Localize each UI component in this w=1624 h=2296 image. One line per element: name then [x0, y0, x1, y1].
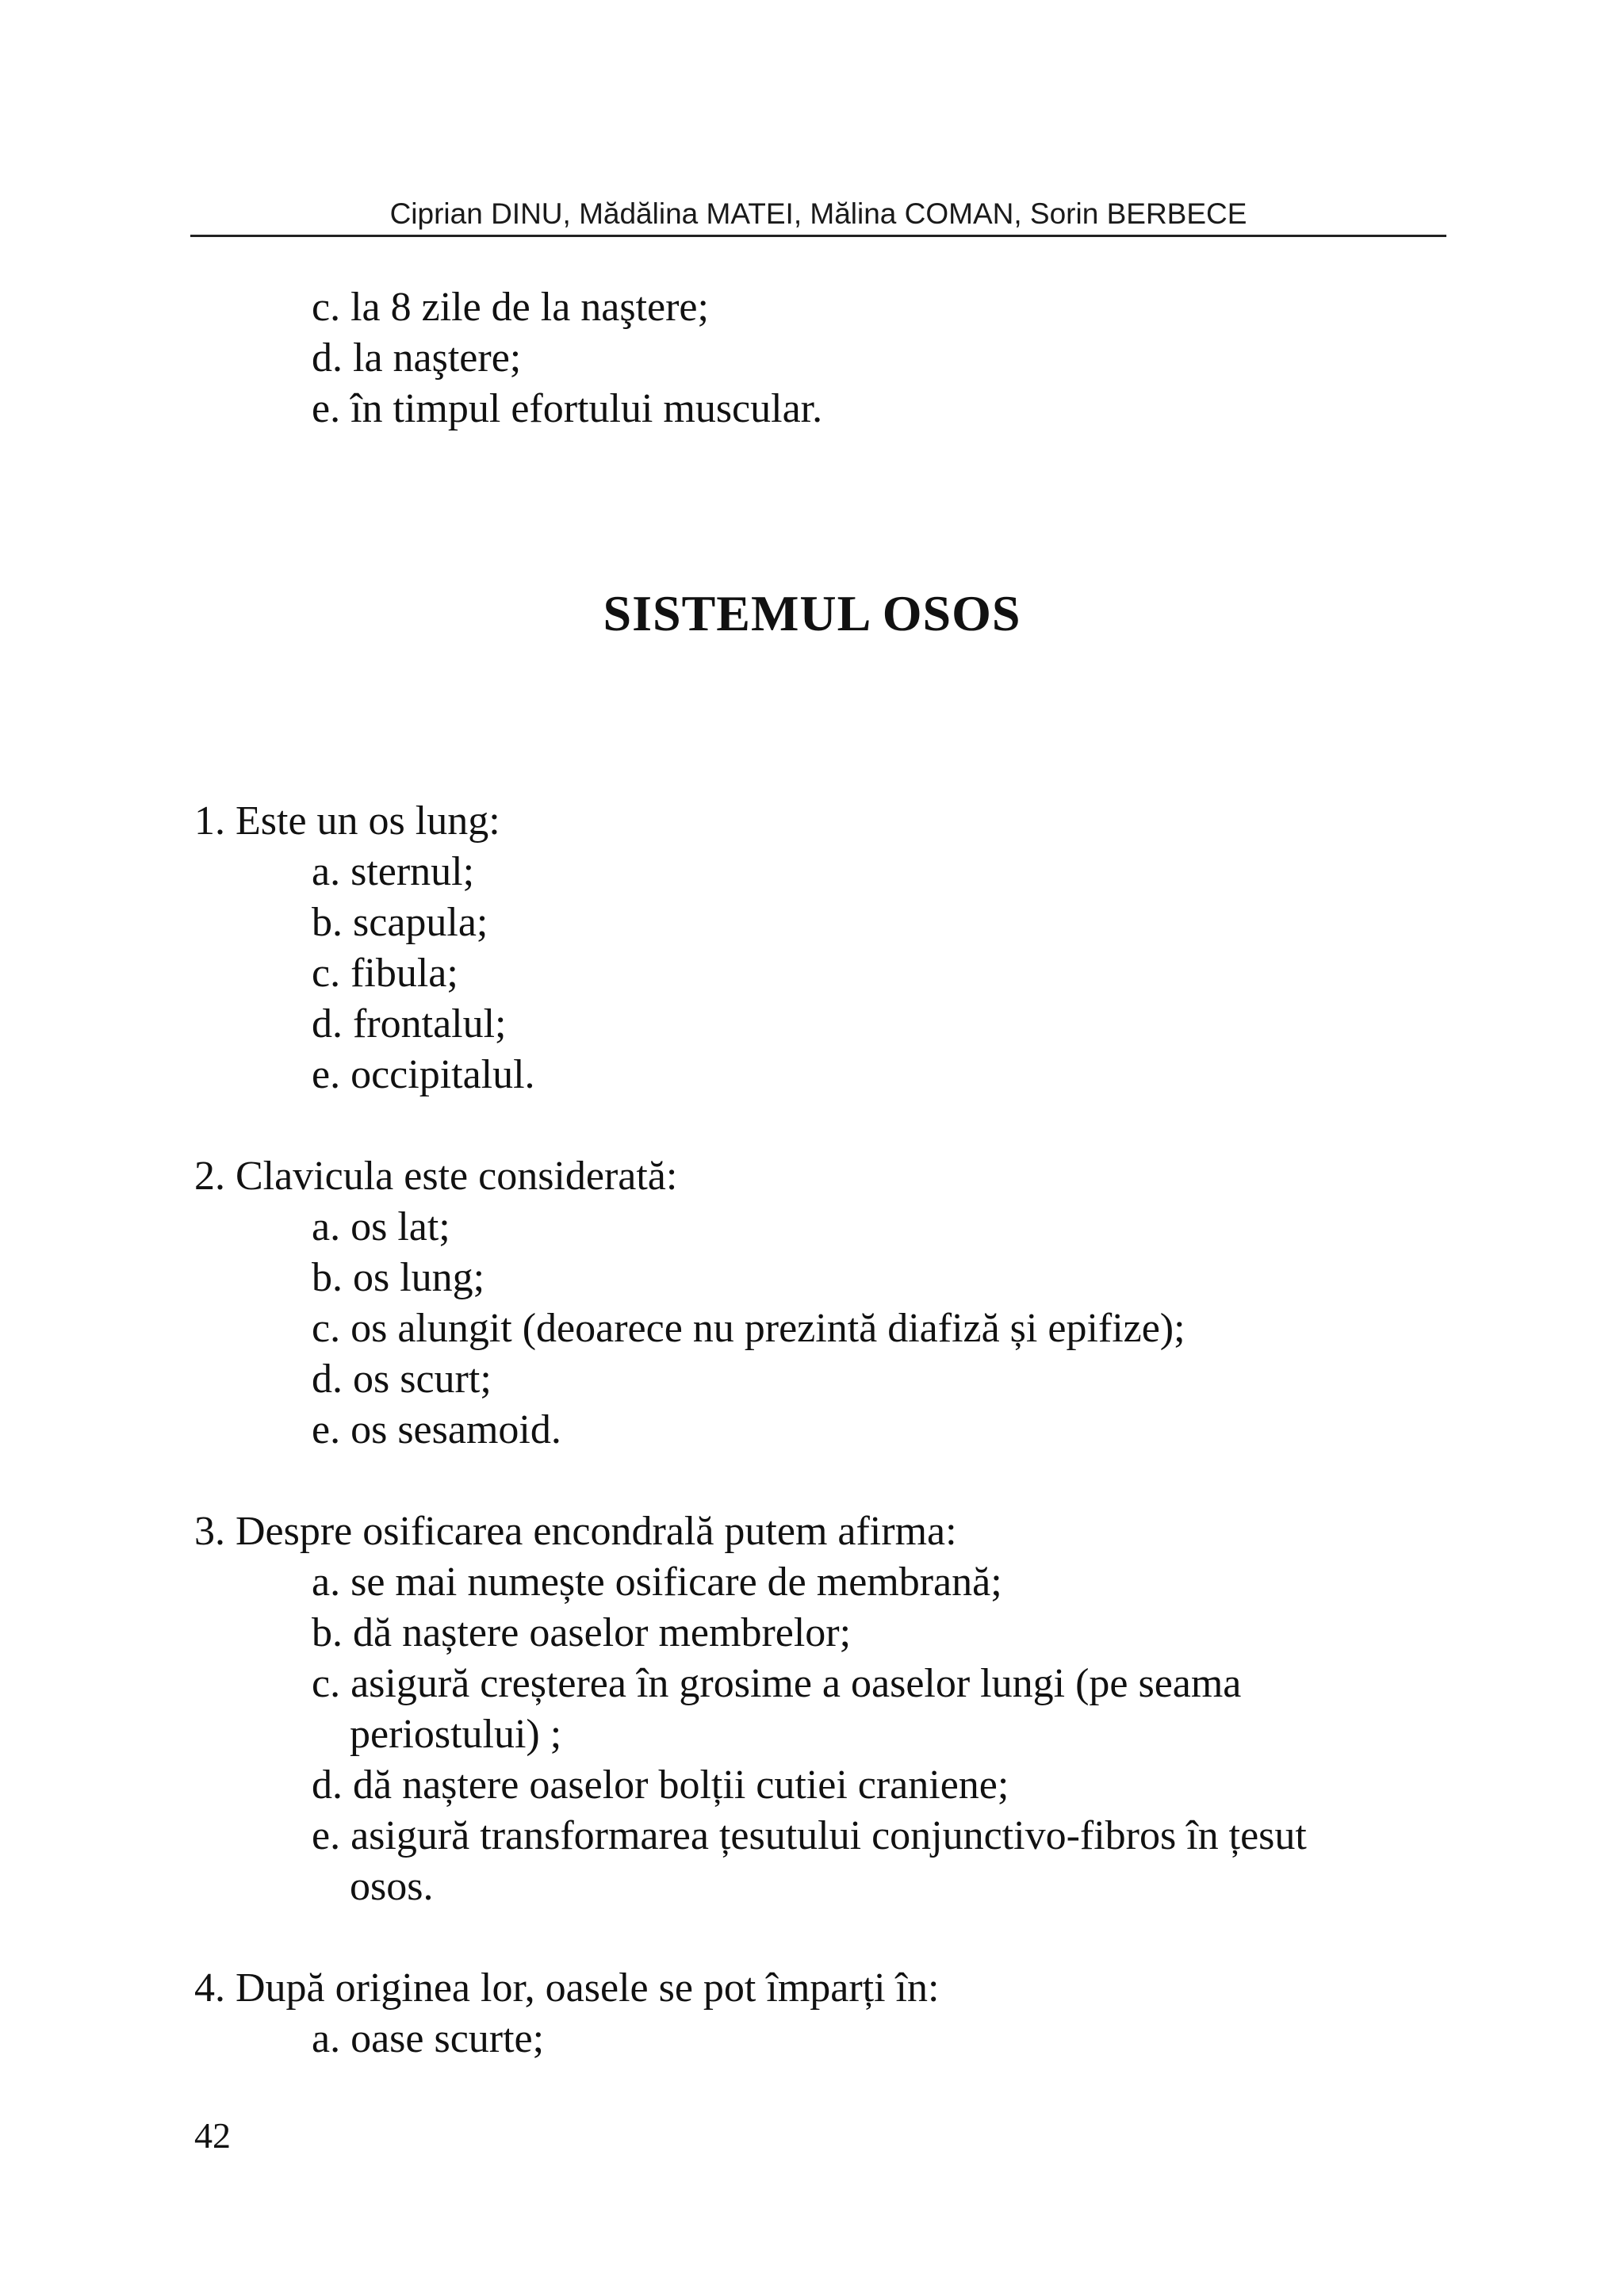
question-4-option-a: a. oase scurte; [312, 2016, 545, 2061]
question-1-option-b: b. scapula; [312, 900, 488, 945]
question-1-stem: 1. Este un os lung: [194, 798, 500, 844]
question-4-stem: 4. După originea lor, oasele se pot împarți în: [194, 1965, 940, 2011]
page-number: 42 [194, 2115, 231, 2156]
carryover-option-e: e. în timpul efortului muscular. [312, 386, 823, 431]
header-rule [190, 235, 1446, 237]
question-2-option-a: a. os lat; [312, 1204, 450, 1249]
question-3-option-a: a. se mai numește osificare de membrană; [312, 1559, 1002, 1605]
question-2-stem: 2. Clavicula este considerată: [194, 1154, 678, 1199]
carryover-option-c: c. la 8 zile de la naştere; [312, 285, 709, 330]
question-3-option-e-continuation: osos. [350, 1864, 434, 1909]
question-2-option-b: b. os lung; [312, 1255, 485, 1300]
question-1-option-d: d. frontalul; [312, 1001, 507, 1047]
question-2-option-e: e. os sesamoid. [312, 1407, 561, 1452]
question-3-option-d: d. dă naștere oaselor bolții cutiei craniene; [312, 1762, 1009, 1808]
question-3-option-e: e. asigură transformarea țesutului conjunctivo-fibros în țesut [312, 1813, 1307, 1858]
question-3-stem: 3. Despre osificarea encondrală putem afirma: [194, 1509, 957, 1554]
question-3-option-b: b. dă naștere oaselor membrelor; [312, 1610, 852, 1655]
question-3-option-c-continuation: periostului) ; [350, 1712, 562, 1757]
question-1-option-e: e. occipitalul. [312, 1052, 535, 1097]
carryover-option-d: d. la naştere; [312, 335, 522, 381]
question-1-option-a: a. sternul; [312, 849, 475, 894]
question-1-option-c: c. fibula; [312, 951, 458, 996]
section-title: SISTEMUL OSOS [603, 585, 1021, 641]
question-2-option-d: d. os scurt; [312, 1357, 492, 1402]
question-3-option-c: c. asigură creșterea în grosime a oaselor lungi (pe seama [312, 1661, 1242, 1706]
question-2-option-c: c. os alungit (deoarece nu prezintă diafiză și epifize); [312, 1306, 1185, 1351]
running-header: Ciprian DINU, Mădălina MATEI, Mălina COMAN, Sorin BERBECE [389, 197, 1247, 230]
